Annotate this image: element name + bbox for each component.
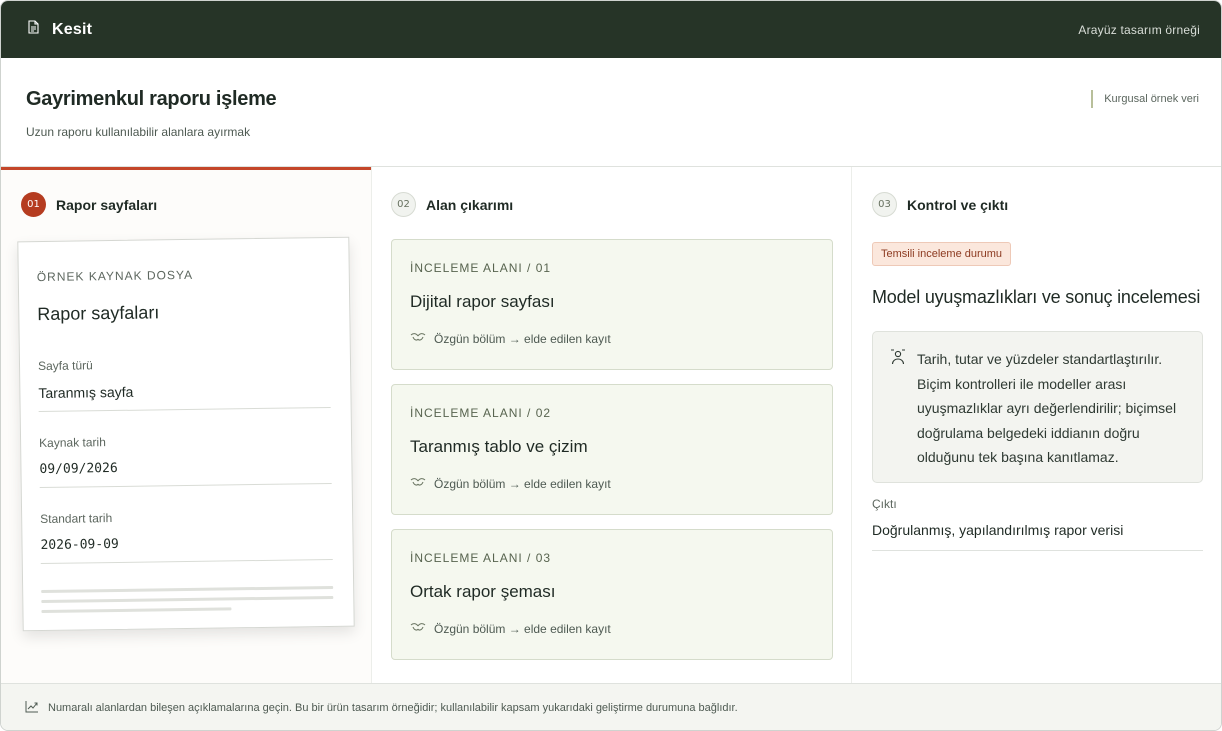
field-label: Standart tarih bbox=[40, 511, 113, 527]
card-meta bbox=[410, 332, 814, 346]
card-meta-text: Özgün bölüm → elde edilen kayıt bbox=[434, 477, 611, 491]
workflow-columns bbox=[1, 167, 1222, 683]
link-icon bbox=[410, 622, 426, 636]
card-meta bbox=[410, 477, 814, 491]
page-subtitle: Uzun raporu kullanılabilir alanlara ayırmak bbox=[26, 125, 251, 139]
reviewer-icon bbox=[889, 348, 907, 482]
document-kicker: ÖRNEK KAYNAK DOSYA bbox=[36, 267, 194, 285]
review-area-card[interactable] bbox=[391, 384, 833, 515]
top-bar bbox=[1, 1, 1222, 58]
footer-text: Numaralı alanlardan bileşen açıklamalarına geçin. Bu bir ürün tasarım örneğidir; kullanılabilir kapsam yukarıdaki geliştirme durumuna bağlıdır. bbox=[48, 702, 738, 714]
card-kicker: İNCELEME ALANI / 03 bbox=[410, 551, 552, 565]
card-title: Taranmış tablo ve çizim bbox=[410, 437, 588, 456]
field-value: 09/09/2026 bbox=[39, 458, 331, 488]
step-header-pages bbox=[21, 192, 157, 217]
active-column-indicator bbox=[1, 167, 371, 170]
step-header-extraction bbox=[391, 192, 513, 217]
review-note bbox=[872, 331, 1203, 483]
field-standard-date bbox=[40, 508, 333, 564]
placeholder-text-lines bbox=[41, 586, 333, 613]
output-label: Çıktı bbox=[872, 497, 897, 511]
step-number: 02 bbox=[391, 192, 416, 217]
step-label: Kontrol ve çıktı bbox=[907, 196, 1009, 213]
page-header bbox=[1, 58, 1222, 167]
review-area-card[interactable] bbox=[391, 239, 833, 370]
brand[interactable] bbox=[27, 20, 92, 39]
page-title: Gayrimenkul raporu işleme bbox=[26, 88, 277, 110]
document-icon bbox=[27, 20, 40, 39]
review-note-text: Tarih, tutar ve yüzdeler standartlaştırılır. Biçim kontrolleri ile modeller arası uyuşmazlıklar ayrı değerlendirilir; biçimsel doğrulama belgedeki iddianın doğru olduğunu tek başına kanıtlamaz. bbox=[917, 351, 1177, 465]
control-title: Model uyuşmazlıkları ve sonuç incelemesi bbox=[872, 287, 1201, 307]
link-icon bbox=[410, 477, 426, 491]
source-document bbox=[17, 237, 354, 632]
step-number: 03 bbox=[872, 192, 897, 217]
card-meta-text: Özgün bölüm → elde edilen kayıt bbox=[434, 622, 611, 636]
field-value: 2026-09-09 bbox=[40, 534, 332, 564]
footer-hint bbox=[1, 683, 1222, 731]
field-source-date bbox=[39, 432, 332, 488]
review-area-card[interactable] bbox=[391, 529, 833, 660]
step-label: Alan çıkarımı bbox=[426, 196, 514, 213]
step-label: Rapor sayfaları bbox=[56, 196, 158, 213]
field-value: Taranmış sayfa bbox=[38, 381, 330, 412]
trend-chart-icon bbox=[25, 700, 39, 716]
sample-data-tag: Kurgusal örnek veri bbox=[1091, 90, 1199, 108]
step-header-control bbox=[872, 192, 1008, 217]
document-title: Rapor sayfaları bbox=[37, 302, 160, 325]
card-title: Dijital rapor sayfası bbox=[410, 292, 555, 311]
card-title: Ortak rapor şeması bbox=[410, 582, 556, 601]
card-kicker: İNCELEME ALANI / 02 bbox=[410, 406, 552, 420]
output-value: Doğrulanmış, yapılandırılmış rapor verisi bbox=[872, 522, 1203, 551]
design-sample-note: Arayüz tasarım örneği bbox=[1078, 22, 1200, 37]
field-label: Kaynak tarih bbox=[39, 435, 106, 451]
card-meta bbox=[410, 622, 814, 636]
field-page-type bbox=[38, 355, 331, 412]
column-field-extraction[interactable] bbox=[372, 167, 852, 683]
link-icon bbox=[410, 332, 426, 346]
step-number: 01 bbox=[21, 192, 46, 217]
column-control-output[interactable] bbox=[852, 167, 1222, 683]
card-meta-text: Özgün bölüm → elde edilen kayıt bbox=[434, 332, 611, 346]
column-report-pages[interactable] bbox=[1, 167, 372, 683]
status-badge: Temsili inceleme durumu bbox=[872, 242, 1011, 266]
brand-name: Kesit bbox=[52, 20, 93, 38]
field-label: Sayfa türü bbox=[37, 358, 93, 374]
card-kicker: İNCELEME ALANI / 01 bbox=[410, 261, 552, 275]
